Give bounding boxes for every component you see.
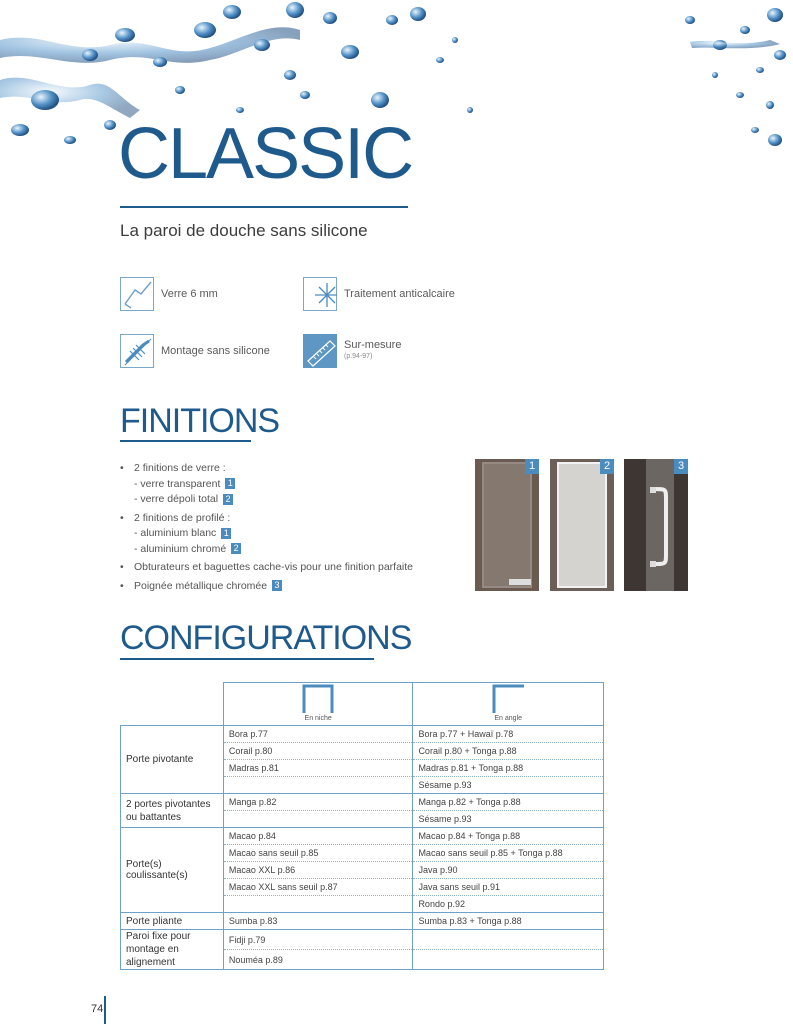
- feature-label: Verre 6 mm: [161, 288, 218, 300]
- configurations-table: [120, 682, 604, 970]
- configurations-title: CONFIGURATIONS: [120, 619, 412, 657]
- feature-label: Sur-mesure: [344, 339, 402, 351]
- photo-number-badge: 3: [674, 459, 688, 474]
- row-label: Porte(s) coulissante(s): [121, 828, 224, 913]
- list-item: • Obturateurs et baguettes cache-vis pour une finition parfaite: [120, 560, 413, 576]
- table-row: Madras p.81 Madras p.81 + Tonga p.88: [121, 760, 604, 777]
- feature-glass: [120, 277, 218, 311]
- list-item: • 2 finitions de profilé : - aluminium blanc 1 - aluminium chromé 2: [120, 511, 413, 558]
- table-row: Paroi fixe pour montage en alignement Fidji p.79: [121, 930, 604, 950]
- feature-label: Traitement anticalcaire: [344, 288, 455, 300]
- page-number-bar: [104, 996, 106, 1024]
- made-to-measure-icon: [303, 334, 337, 368]
- table-row: Porte pliante Sumba p.83 Sumba p.83 + Tonga p.88: [121, 913, 604, 930]
- finish-number-badge: 3: [272, 580, 282, 591]
- table-row: Porte pivotante Bora p.77 Bora p.77 + Hawaï p.78: [121, 726, 604, 743]
- table-row: Corail p.80 Corail p.80 + Tonga p.88: [121, 743, 604, 760]
- feature-no-silicone: [120, 334, 270, 368]
- list-item: • 2 finitions de verre : - verre transparent 1 - verre dépoli total 2: [120, 461, 413, 508]
- anti-limescale-icon: [303, 277, 337, 311]
- finish-number-badge: 2: [223, 494, 233, 505]
- corner-layout-icon: [491, 683, 525, 713]
- table-row: Macao sans seuil p.85 Macao sans seuil p.85 + Tonga p.88: [121, 845, 604, 862]
- table-row: 2 portes pivotantes ou battantes Manga p.82 Manga p.82 + Tonga p.88: [121, 794, 604, 811]
- page-subtitle: La paroi de douche sans silicone: [120, 221, 368, 240]
- glass-thickness-icon: [120, 277, 154, 311]
- finish-number-badge: 2: [231, 543, 241, 554]
- list-subitem: - aluminium chromé 2: [134, 542, 413, 558]
- table-row: Sésame p.93: [121, 777, 604, 794]
- row-label: Porte pliante: [121, 913, 224, 930]
- finitions-underline: [120, 440, 251, 442]
- page-title: CLASSIC: [118, 114, 413, 194]
- table-row: Rondo p.92: [121, 896, 604, 913]
- list-item: • Poignée métallique chromée 3: [120, 579, 413, 595]
- header-niche: En niche: [223, 683, 413, 726]
- table-row: Sésame p.93: [121, 811, 604, 828]
- table-row: Porte(s) coulissante(s) Macao p.84 Macao p.84 + Tonga p.88: [121, 828, 604, 845]
- transparent-glass-door-photo: [475, 459, 539, 591]
- feature-page-ref: (p.94-97): [344, 353, 373, 360]
- table-header-row: [121, 683, 604, 726]
- chrome-handle-photo: [624, 459, 688, 591]
- row-label: 2 portes pivotantes ou battantes: [121, 794, 224, 828]
- no-silicone-icon: [120, 334, 154, 368]
- row-label: Paroi fixe pour montage en alignement: [121, 930, 224, 970]
- page-number: 74: [91, 1003, 104, 1015]
- table-row: Macao XXL sans seuil p.87 Java sans seuil p.91: [121, 879, 604, 896]
- title-underline: [120, 206, 408, 208]
- feature-custom: [303, 334, 401, 368]
- frosted-glass-door-photo: [550, 459, 614, 591]
- finitions-list: [120, 461, 413, 597]
- finish-number-badge: 1: [225, 478, 235, 489]
- header-angle: En angle: [413, 683, 604, 726]
- feature-anticalc: [303, 277, 455, 311]
- feature-label: Montage sans silicone: [161, 345, 270, 357]
- photo-number-badge: 1: [525, 459, 539, 474]
- configurations-underline: [120, 658, 374, 660]
- table-row: Macao XXL p.86 Java p.90: [121, 862, 604, 879]
- list-subitem: - verre dépoli total 2: [134, 492, 413, 508]
- finish-number-badge: 1: [221, 528, 231, 539]
- list-subitem: - verre transparent 1: [134, 477, 413, 493]
- table-row: Nouméa p.89: [121, 950, 604, 970]
- photo-number-badge: 2: [600, 459, 614, 474]
- niche-layout-icon: [301, 683, 335, 713]
- finitions-title: FINITIONS: [120, 402, 280, 440]
- list-subitem: - aluminium blanc 1: [134, 526, 413, 542]
- row-label: Porte pivotante: [121, 726, 224, 794]
